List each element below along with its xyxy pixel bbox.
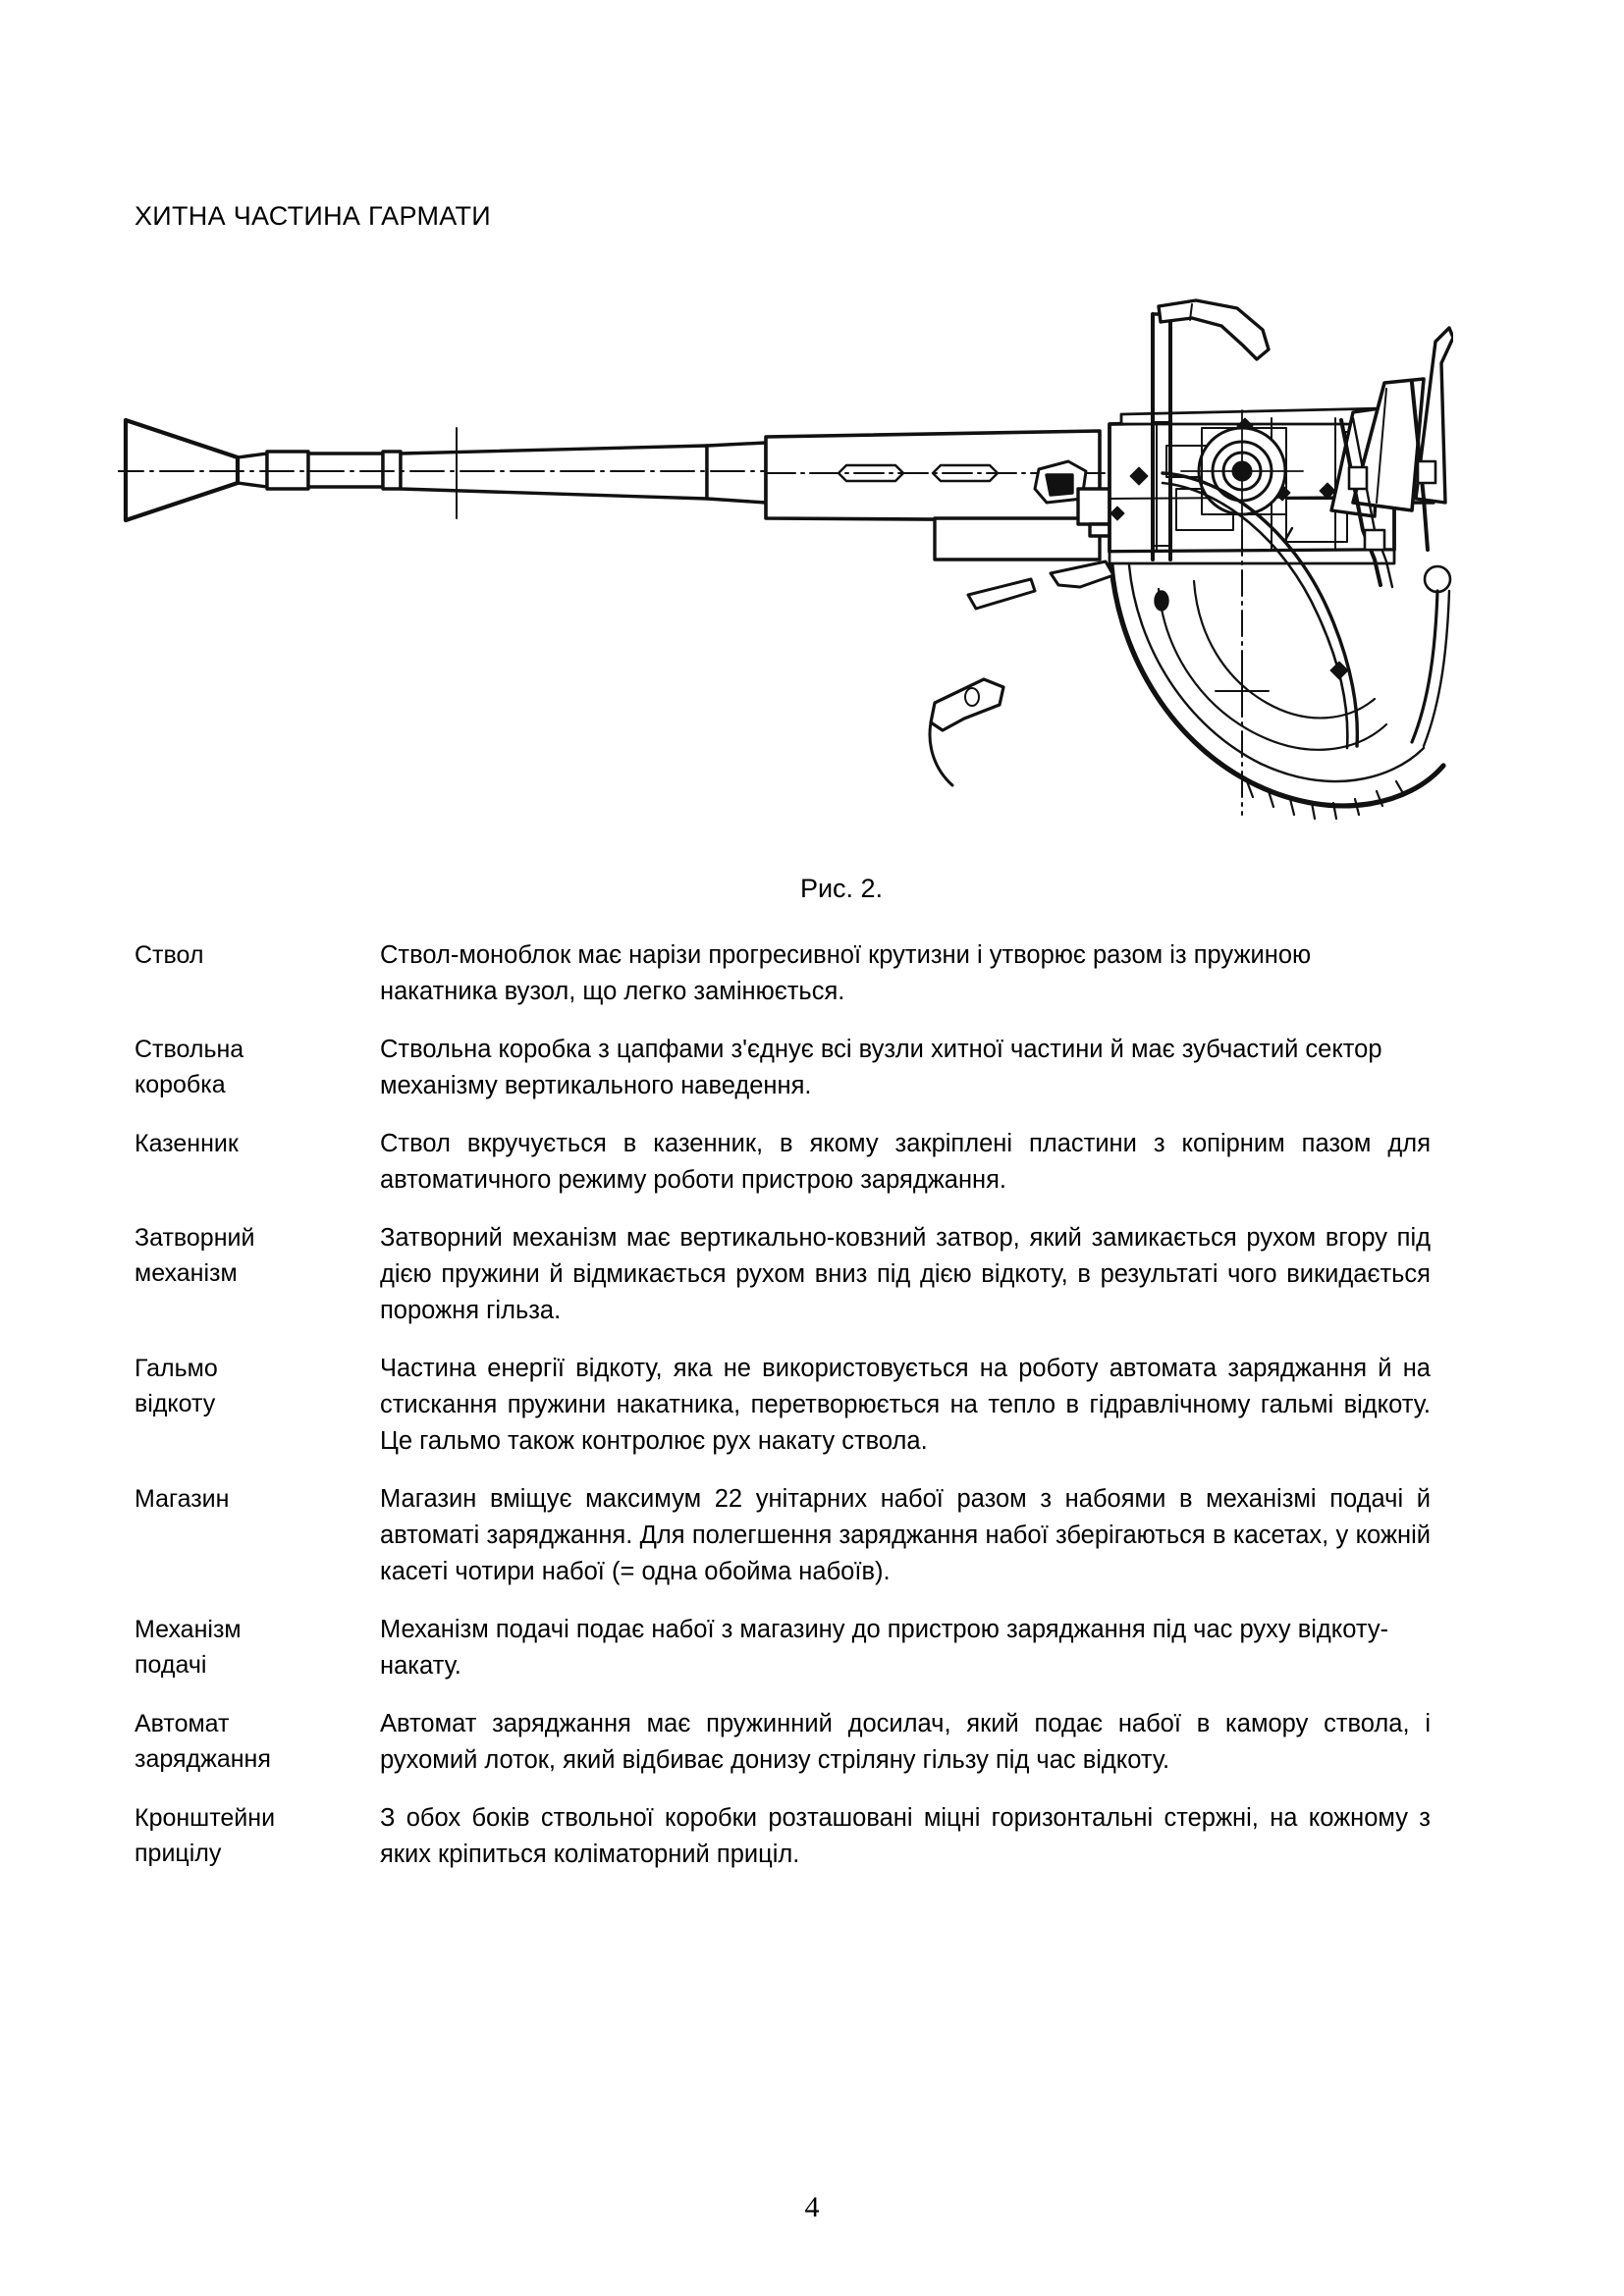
term-line: Затворний [135, 1224, 255, 1252]
table-row [135, 1351, 1431, 1460]
description-avtomat-zariadzhannia: Автомат заряджання має пружинний досилач, який подає набої в камору ствола, і рухомий лоток, який відбиває донизу стріляну гільзу під час відкоту. [380, 1710, 1431, 1774]
description-stvol: Ствол-моноблок має нарізи прогресивної крутизни і утворює разом із пружиною накатника вузол, що легко замінюється. [380, 941, 1312, 1005]
table-row [135, 1706, 1431, 1779]
term-line: коробка [135, 1071, 226, 1098]
table-row [135, 1032, 1431, 1104]
table-row [135, 1220, 1431, 1329]
term-zatvornyi-mekhanizm [135, 1220, 380, 1291]
table-row [135, 937, 1431, 1010]
description-kronshteiny-prytsilu: З обох боків ствольної коробки розташовані міцні горизонтальні стержні, на кожному з яких кріпиться коліматорний приціл. [380, 1804, 1431, 1868]
term-line: Ствол [135, 941, 204, 969]
term-line: Магазин [135, 1485, 230, 1513]
table-row [135, 1481, 1431, 1590]
term-avtomat-zariadzhannia [135, 1706, 380, 1777]
term-line: відкоту [135, 1390, 216, 1417]
description-stvolna-korobka: Ствольна коробка з цапфами з'єднує всі вузли хитної частини й має зубчастий сектор механізму вертикального наведення. [380, 1036, 1382, 1099]
term-line: заряджання [135, 1745, 271, 1773]
term-kazennyk [135, 1126, 380, 1161]
term-mahazyn [135, 1481, 380, 1517]
term-line: Автомат [135, 1710, 230, 1737]
term-stvol [135, 937, 380, 973]
term-stvolna-korobka [135, 1032, 380, 1102]
description-kazennyk: Ствол вкручується в казенник, в якому закріплені пластини з копірним пазом для автоматичного режиму роботи пристрою заряджання. [380, 1130, 1431, 1194]
term-line: Гальмо [135, 1355, 218, 1382]
autocannon-line-drawing [118, 236, 1453, 864]
term-line: механізм [135, 1259, 238, 1287]
description-zatvornyi-mekhanizm: Затворний механізм має вертикально-ковзний затвор, який замикається рухом вгору під дією пружини й відмикається рухом вниз під дією відкоту, в результаті чого викидається порожня гільза. [380, 1224, 1431, 1324]
page-number: 4 [804, 2191, 820, 2223]
description-mekhanizm-podachi: Механізм подачі подає набої з магазину до пристрою заряджання під час руху відкоту-накату. [380, 1616, 1389, 1680]
description-halmo-vidkotu: Частина енергії відкоту, яка не використовується на роботу автомата заряджання й на стискання пружини накатника, перетворюється на тепло в гідравлічному гальмі відкоту. Це гальмо також контролює рух накату ствола. [380, 1355, 1431, 1455]
figure-illustration [118, 236, 1453, 864]
table-row [135, 1612, 1431, 1684]
term-kronshteiny-prytsilu [135, 1800, 380, 1871]
term-halmo-vidkotu [135, 1351, 380, 1421]
figure-caption-text: Рис. 2. [799, 874, 884, 903]
term-line: прицілу [135, 1840, 222, 1867]
table-row [135, 1126, 1431, 1199]
term-line: Казенник [135, 1130, 239, 1157]
table-row [135, 1800, 1431, 1873]
term-line: Кронштейни [135, 1804, 276, 1832]
term-line: подачі [135, 1651, 207, 1679]
page-title: ХИТНА ЧАСТИНА ГАРМАТИ [135, 201, 491, 231]
description-mahazyn: Магазин вміщує максимум 22 унітарних набої разом з набоями в механізмі подачі й автоматі заряджання. Для полегшення заряджання набої зберігаються в касетах, у кожній касеті чотири набої (= одна обойма набоїв). [380, 1485, 1431, 1585]
definition-table [135, 937, 1431, 1895]
term-line: Ствольна [135, 1036, 244, 1063]
term-line: Механізм [135, 1616, 242, 1643]
figure-caption [0, 874, 1624, 904]
term-mekhanizm-podachi [135, 1612, 380, 1682]
